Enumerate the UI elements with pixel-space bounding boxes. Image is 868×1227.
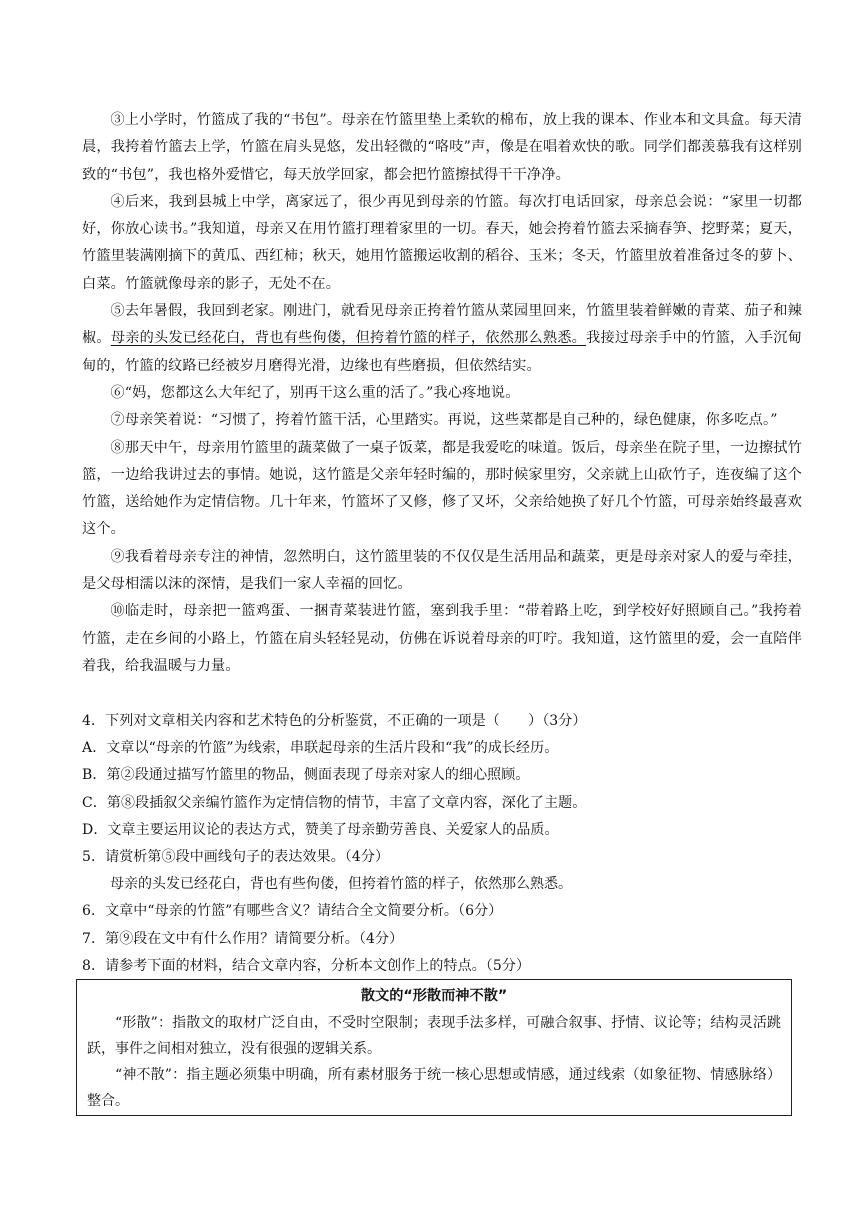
question-4: 4．下列对文章相关内容和艺术特色的分析鉴赏，不正确的一项是（ ）（3分） [82,713,587,729]
question-4-option-d: D．文章主要运用议论的表达方式，赞美了母亲勤劳善良、关爱家人的品质。 [82,821,559,838]
paragraph-5-start: ⑤去年暑假，我回到老家。刚进门，就看见母亲正挎着竹篮从菜园里回来，竹篮里装着鲜嫩的青菜、茄子和辣椒。 [82,303,802,347]
material-title: 散文的“形散而神不散” [360,988,508,1004]
paragraph-9: ⑨我看着母亲专注的神情，忽然明白，这竹篮里装的不仅仅是生活用品和蔬菜，更是母亲对家人的爱与牵挂，是父母相濡以沫的深情，是我们一家人幸福的回忆。 [82,548,802,593]
paragraph-7: ⑦母亲笑着说：“习惯了，挎着竹篮干活，心里踏实。再说，这些菜都是自己种的，绿色健康，你多吃点。” [110,412,778,429]
paragraph-4: ④后来，我到县城上中学，离家远了，很少再见到母亲的竹篮。每次打电话回家，母亲总会说：“家里一切都好，你放心读书。”我知道，母亲又在用竹篮打理着家里的一切。春天，她会挎着竹篮去采摘春笋、挖野菜；夏天，竹篮里装满刚摘下的黄瓜、西红柿；秋天，她用竹篮搬运收割的稻谷、玉米；冬天，竹篮里放着准备过冬的萝卜、白菜。竹篮就像母亲的影子，无处不在。 [82,193,802,292]
paragraph-10: ⑩临走时，母亲把一篮鸡蛋、一捆青菜装进竹篮，塞到我手里：“带着路上吃，到学校好好照顾自己。”我挎着竹篮，走在乡间的小路上，竹篮在肩头轻轻晃动，仿佛在诉说着母亲的叮咛。我知道，这竹篮里的爱，会一直陪伴着我，给我温暖与力量。 [82,603,802,674]
question-5: 5．请赏析第⑤段中画线句子的表达效果。（4分） [82,849,390,866]
paragraph-3: ③上小学时，竹篮成了我的“书包”。母亲在竹篮里垫上柔软的棉布，放上我的课本、作业本和文具盒。每天清晨，我挎着竹篮去上学，竹篮在肩头晃悠，发出轻微的“咯吱”声，像是在唱着欢快的歌。同学们都羡慕我有这样别致的“书包”，我也格外爱惜它，每天放学回家，都会把竹篮擦拭得干干净净。 [82,112,802,183]
question-list [82,708,802,980]
paragraph-8: ⑧那天中午，母亲用竹篮里的蔬菜做了一桌子饭菜，都是我爱吃的味道。饭后，母亲坐在院子里，一边擦拭竹篮，一边给我讲过去的事情。她说，这竹篮是父亲年轻时编的，那时候家里穷，父亲就上山砍竹子，连夜编了这个竹篮，送给她作为定情信物。几十年来，竹篮坏了又修，修了又坏，父亲给她换了好几个竹篮，可母亲始终最喜欢这个。 [82,439,802,538]
material-paragraph-2: “神不散”：指主题必须集中明确，所有素材服务于统一核心思想或情感，通过线索（如象征物、情感脉络）整合。 [87,1067,781,1109]
paragraph-5-end: 我接过母亲手中的竹篮，入手沉甸甸的，竹篮的纹路已经被岁月磨得光滑，边缘也有些磨损，但依然结实。 [82,330,802,374]
question-7: 7．第⑨段在文中有什么作用？请简要分析。（4分） [82,930,404,947]
reference-material-box [76,979,792,1116]
question-5-quoted-sentence: 母亲的头发已经花白，背也有些佝偻，但挎着竹篮的样子，依然那么熟悉。 [110,876,572,893]
question-4-option-b: B．第②段通过描写竹篮里的物品，侧面表现了母亲对家人的细心照顾。 [82,767,530,784]
underlined-sentence: 母亲的头发已经花白，背也有些佝偻，但挎着竹篮的样子，依然那么熟悉。 [110,330,587,347]
question-8: 8．请参考下面的材料，结合文章内容，分析本文创作上的特点。（5分） [82,957,531,974]
material-paragraph-1: “形散”：指散文的取材广泛自由，不受时空限制；表现手法多样，可融合叙事、抒情、议论等；结构灵活跳跃，事件之间相对独立，没有很强的逻辑关系。 [87,1015,781,1057]
paragraph-5 [82,298,802,380]
question-4-option-a: A．文章以“母亲的竹篮”为线索，串联起母亲的生活片段和“我”的成长经历。 [82,740,559,757]
paragraph-6: ⑥“妈，您都这么大年纪了，别再干这么重的活了。”我心疼地说。 [110,384,520,401]
question-6: 6．文章中“母亲的竹篮”有哪些含义？请结合全文简要分析。（6分） [82,903,503,920]
reading-passage [82,107,802,680]
question-4-option-c: C．第⑧段插叙父亲编竹篮作为定情信物的情节，丰富了文章内容，深化了主题。 [82,794,587,811]
